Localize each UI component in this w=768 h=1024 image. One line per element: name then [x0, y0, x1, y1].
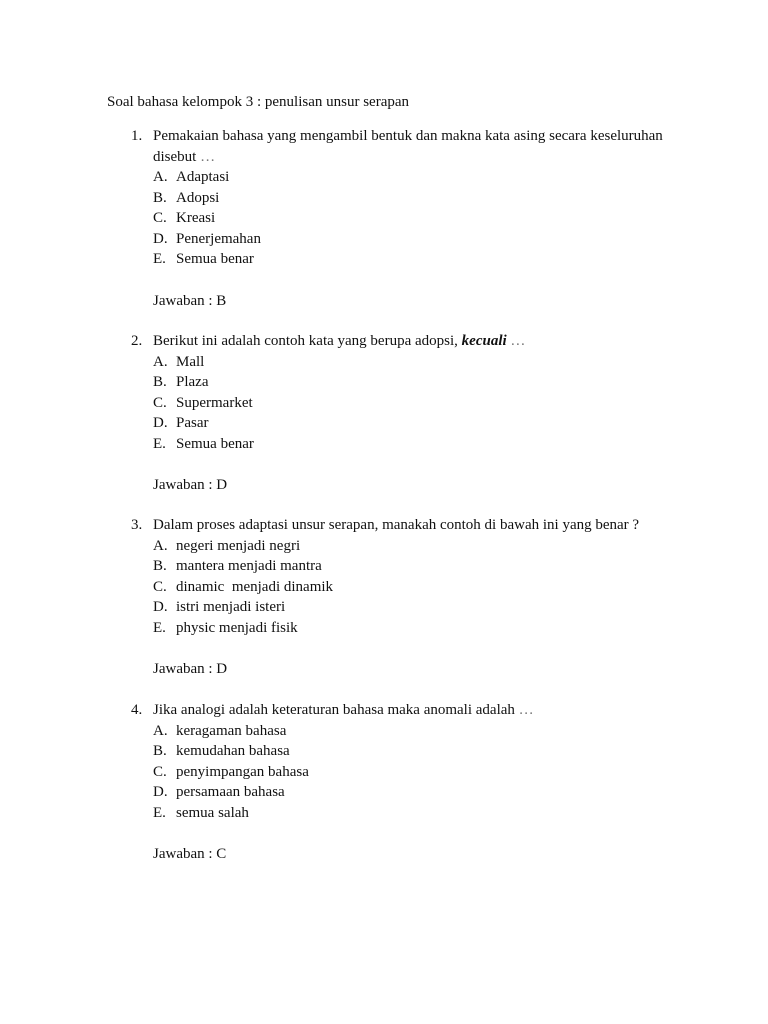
option-letter: D. [153, 784, 168, 800]
question-number: 1. [131, 128, 143, 144]
option-letter: A. [153, 353, 168, 370]
option-e [131, 803, 691, 824]
option-text: negeri menjadi negri [176, 537, 301, 554]
option-text: penyimpangan bahasa [176, 763, 309, 780]
option-letter: A. [153, 722, 168, 739]
option-c [131, 393, 691, 414]
option-e [131, 434, 691, 455]
option-c [131, 577, 691, 598]
option-text: Semua benar [176, 251, 254, 267]
option-letter: A. [153, 169, 168, 185]
question-text-block [153, 515, 691, 536]
option-b [131, 741, 691, 762]
answer-key: Jawaban : D [153, 477, 228, 493]
option-d [131, 782, 691, 803]
option-text: mantera menjadi mantra [176, 558, 322, 574]
option-text: semua salah [176, 804, 249, 821]
ellipsis: … [200, 148, 216, 165]
option-letter: B. [153, 374, 167, 390]
option-a [131, 536, 691, 557]
question-2 [131, 331, 691, 496]
option-letter: D. [153, 230, 168, 247]
option-a [131, 721, 691, 742]
question-text-block [153, 126, 691, 167]
option-c [131, 762, 691, 783]
option-letter: E. [153, 251, 166, 267]
option-text: Plaza [176, 374, 209, 390]
option-e [131, 618, 691, 639]
question-3 [131, 515, 691, 680]
option-text: Mall [176, 353, 205, 370]
question-text-block [153, 700, 691, 721]
question-text: Pemakaian bahasa yang mengambil bentuk dan makna kata asing secara keseluruhan disebut [153, 128, 663, 165]
answer-key: Jawaban : B [153, 292, 227, 309]
question-number: 3. [131, 517, 143, 533]
question-number: 4. [131, 702, 143, 718]
question-text-block [153, 331, 691, 352]
option-text: Kreasi [176, 210, 216, 226]
ellipsis: … [510, 333, 526, 349]
option-e [131, 249, 691, 270]
option-letter: E. [153, 619, 166, 636]
option-letter: C. [153, 210, 167, 226]
option-letter: B. [153, 558, 167, 574]
option-d [131, 413, 691, 434]
option-letter: C. [153, 763, 167, 780]
document-title: Soal bahasa kelompok 3 : penulisan unsur serapan [107, 94, 410, 110]
option-text: Adopsi [176, 189, 220, 206]
option-b [131, 556, 691, 577]
option-b [131, 188, 691, 209]
option-b [131, 372, 691, 393]
question-4 [131, 700, 691, 865]
question-text: Berikut ini adalah contoh kata yang berupa adopsi, [153, 333, 458, 349]
option-text: kemudahan bahasa [176, 743, 290, 759]
question-text: Dalam proses adaptasi unsur serapan, manakah contoh di bawah ini yang benar ? [153, 517, 640, 533]
option-text: Adaptasi [176, 169, 230, 185]
ellipsis: … [518, 702, 534, 718]
option-text: persamaan bahasa [176, 784, 285, 800]
option-d [131, 597, 691, 618]
option-c [131, 208, 691, 229]
question-emphasis: kecuali [461, 333, 507, 349]
option-text: keragaman bahasa [176, 722, 287, 739]
option-text: istri menjadi isteri [176, 599, 286, 615]
option-letter: D. [153, 415, 168, 431]
option-letter: A. [153, 537, 168, 554]
question-number: 2. [131, 333, 143, 349]
answer-key: Jawaban : C [153, 846, 227, 862]
option-a [131, 167, 691, 188]
option-letter: E. [153, 435, 166, 452]
option-text: Supermarket [176, 394, 253, 411]
option-a [131, 352, 691, 373]
question-text: Jika analogi adalah keteraturan bahasa maka anomali adalah [153, 702, 515, 718]
option-text: Semua benar [176, 435, 254, 452]
option-text: Pasar [176, 415, 209, 431]
option-letter: D. [153, 599, 168, 615]
option-letter: E. [153, 804, 166, 821]
option-text: physic menjadi fisik [176, 619, 298, 636]
option-d [131, 229, 691, 250]
option-letter: B. [153, 189, 167, 206]
option-text: Penerjemahan [176, 230, 261, 247]
option-letter: B. [153, 743, 167, 759]
answer-key: Jawaban : D [153, 661, 228, 677]
option-text: dinamic menjadi dinamik [176, 578, 334, 595]
question-1 [131, 126, 691, 311]
option-letter: C. [153, 578, 167, 595]
option-letter: C. [153, 394, 167, 411]
